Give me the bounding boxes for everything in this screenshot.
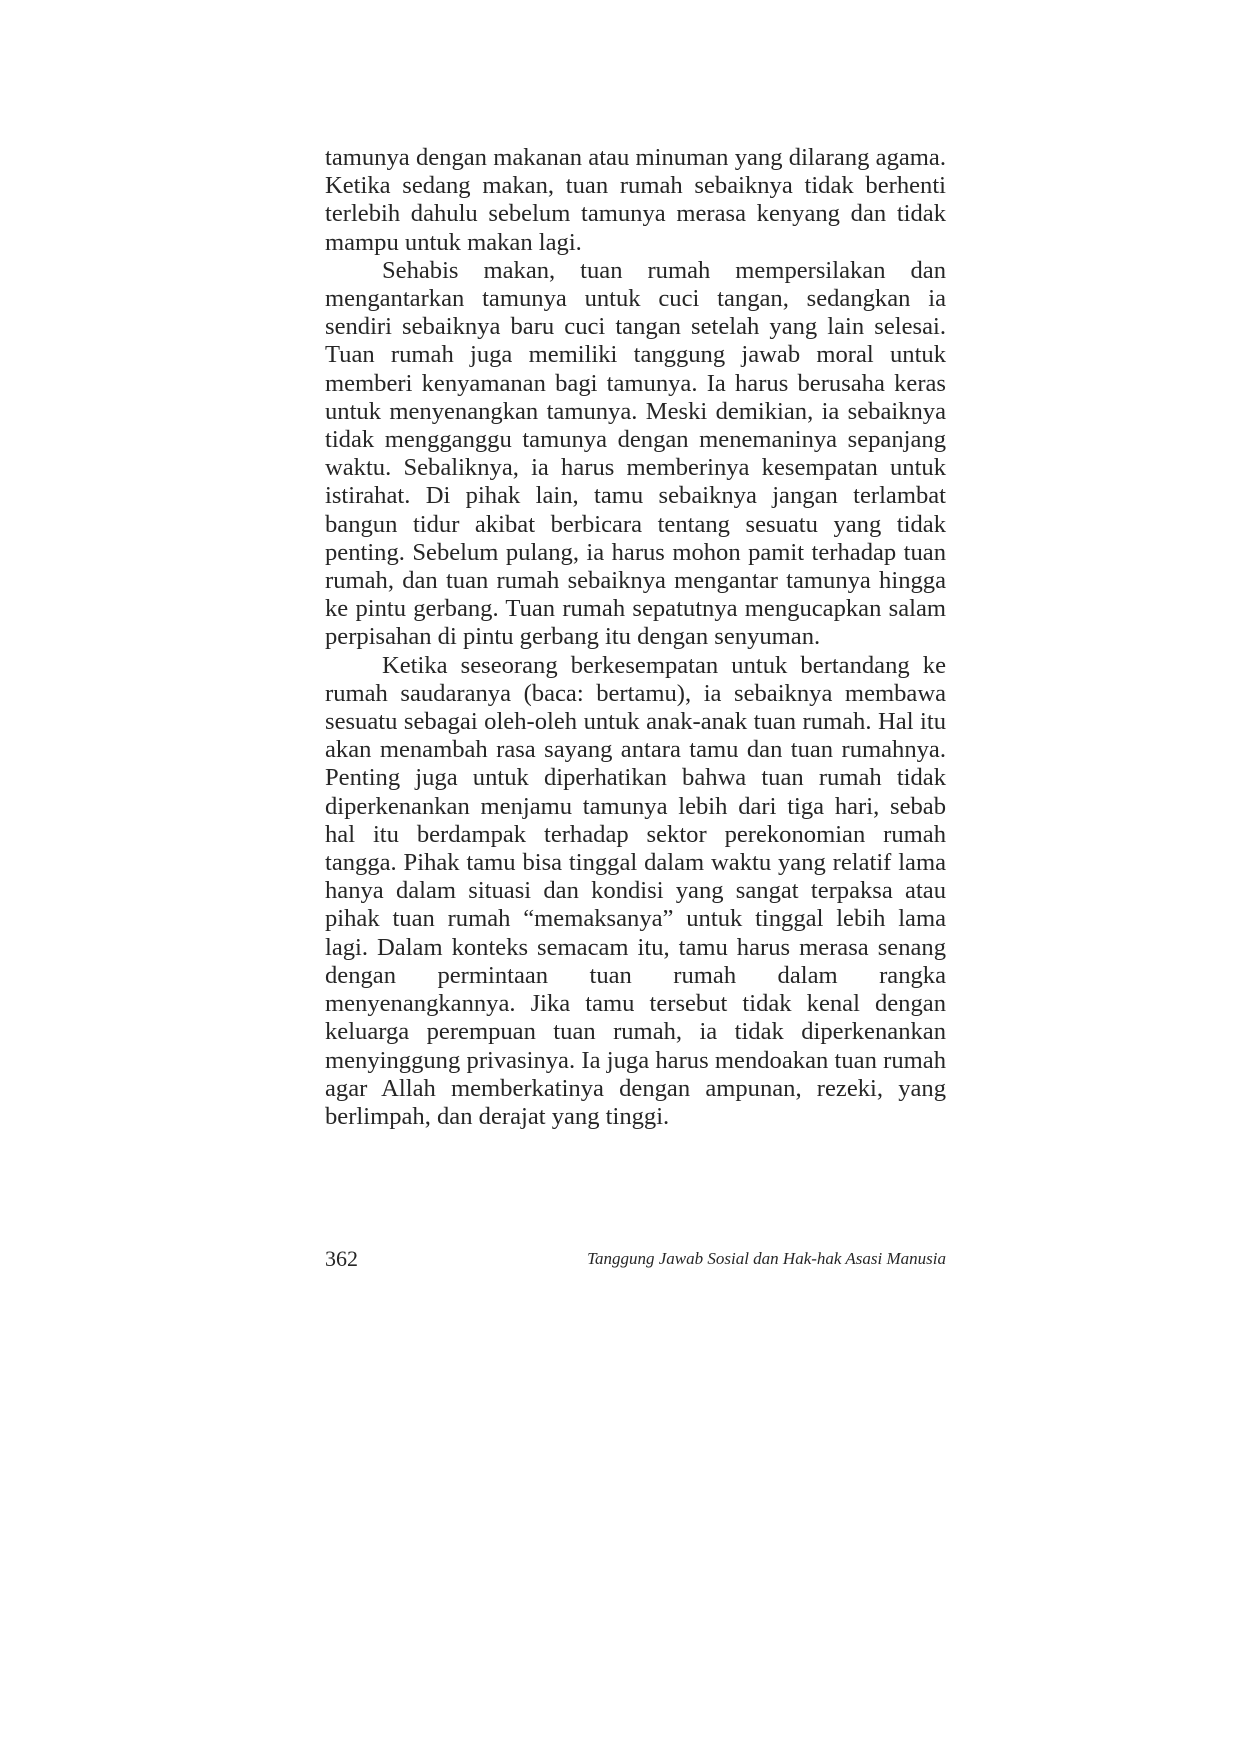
paragraph-host-duties: Sehabis makan, tuan rumah mempersilakan dan mengantarkan tamunya untuk cuci tangan, sedangkan ia sendiri sebaiknya baru cuci tangan setelah yang lain selesai. Tuan rumah juga memiliki tanggung jawab moral untuk memberi kenyamanan bagi tamunya. Ia harus berusaha keras untuk menyenangkan tamunya. Meski demikian, ia sebaiknya tidak mengganggu tamunya dengan menemaninya sepanjang waktu. Sebaliknya, ia harus memberinya kesempatan untuk istirahat. Di pihak lain, tamu sebaiknya jangan terlambat bangun tidur akibat berbicara tentang sesuatu yang tidak penting. Sebelum pulang, ia harus mohon pamit terhadap tuan rumah, dan tuan rumah sebaiknya mengantar tamunya hingga ke pintu gerbang. Tuan rumah sepatutnya mengucapkan salam perpisahan di pintu gerbang itu dengan senyuman. bbox=[325, 256, 946, 651]
paragraph-continuation: tamunya dengan makanan atau minuman yang dilarang agama. Ketika sedang makan, tuan rumah sebaiknya tidak berhenti terlebih dahulu sebelum tamunya merasa kenyang dan tidak mampu untuk makan lagi. bbox=[325, 144, 946, 256]
page-footer bbox=[325, 1246, 946, 1276]
body-text bbox=[325, 144, 946, 1131]
running-title: Tanggung Jawab Sosial dan Hak-hak Asasi Manusia bbox=[587, 1249, 946, 1268]
paragraph-guest-etiquette: Ketika seseorang berkesempatan untuk bertandang ke rumah saudaranya (baca: bertamu), ia sebaiknya membawa sesuatu sebagai oleh-oleh untuk anak-anak tuan rumah. Hal itu akan menambah rasa sayang antara tamu dan tuan rumahnya. Penting juga untuk diperhatikan bahwa tuan rumah tidak diperkenankan menjamu tamunya lebih dari tiga hari, sebab hal itu berdampak terhadap sektor perekonomian rumah tangga. Pihak tamu bisa tinggal dalam waktu yang relatif lama hanya dalam situasi dan kondisi yang sangat terpaksa atau pihak tuan rumah “memaksanya” untuk tinggal lebih lama lagi. Dalam konteks semacam itu, tamu harus merasa senang dengan permintaan tuan rumah dalam rangka menyenangkannya. Jika tamu tersebut tidak kenal dengan keluarga perempuan tuan rumah, ia tidak diperkenankan menyinggung privasinya. Ia juga harus mendoakan tuan rumah agar Allah memberkatinya dengan ampunan, rezeki, yang berlimpah, dan derajat yang tinggi. bbox=[325, 651, 946, 1130]
page-number: 362 bbox=[325, 1246, 358, 1271]
